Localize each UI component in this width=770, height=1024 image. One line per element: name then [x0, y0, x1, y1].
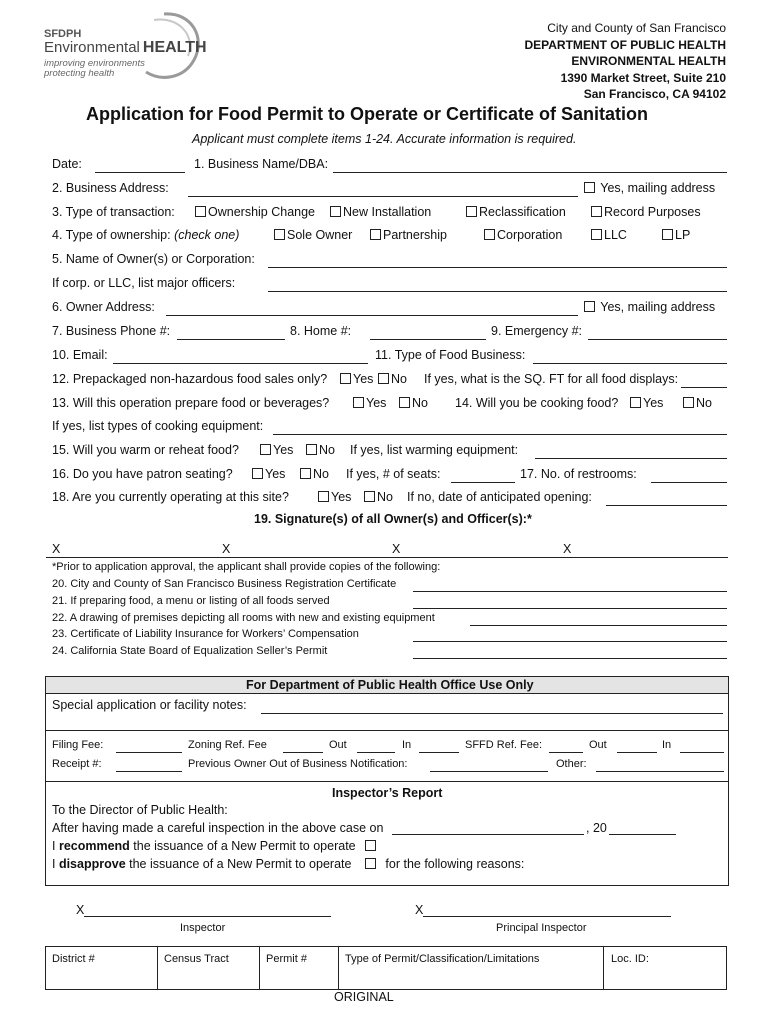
checkbox[interactable] — [300, 468, 311, 479]
signature-2[interactable]: X — [222, 542, 231, 556]
receipt-field[interactable] — [116, 771, 182, 772]
checkbox[interactable] — [484, 229, 495, 240]
opt-record-purposes[interactable]: Record Purposes — [591, 205, 701, 220]
ownership-type-label: 4. Type of ownership: (check one) — [52, 228, 240, 242]
sffd-out-label: Out — [589, 739, 607, 751]
business-address-label: 2. Business Address: — [52, 181, 169, 195]
req-20: 20. City and County of San Francisco Business Registration Certificate — [52, 578, 397, 590]
checkbox[interactable] — [318, 491, 329, 502]
logo-tagline-2: protecting health — [44, 68, 115, 79]
warming-label: If yes, list warming equipment: — [350, 443, 519, 457]
officers-field[interactable] — [268, 291, 727, 292]
header-dept: DEPARTMENT OF PUBLIC HEALTH — [524, 37, 726, 52]
business-name-label: 1. Business Name/DBA: — [194, 157, 329, 171]
zoning-in-label: In — [402, 739, 412, 751]
principal-signature-field[interactable] — [423, 916, 671, 917]
owner-name-field[interactable] — [268, 267, 727, 268]
owner-address-field[interactable] — [166, 315, 578, 316]
home-phone-label: 8. Home #: — [290, 324, 352, 338]
logo-sfdph: SFDPH — [44, 28, 82, 40]
sqft-field[interactable] — [681, 387, 727, 388]
prepare-food-label: 13. Will this operation prepare food or beverages? — [52, 396, 330, 410]
checkbox[interactable] — [584, 182, 595, 193]
business-phone-label: 7. Business Phone #: — [52, 324, 171, 338]
prepackaged-label: 12. Prepackaged non-hazardous food sales only? — [52, 372, 328, 386]
opt-partnership[interactable]: Partnership — [370, 228, 447, 243]
restrooms-label: 17. No. of restrooms: — [520, 467, 637, 481]
home-phone-field[interactable] — [370, 339, 486, 340]
signature-1[interactable]: X — [52, 542, 61, 556]
inspection-date-field[interactable] — [392, 834, 584, 835]
sffd-label: SFFD Ref. Fee: — [465, 739, 543, 751]
checkbox[interactable] — [330, 206, 341, 217]
checkbox[interactable] — [378, 373, 389, 384]
cooking-equipment-label: If yes, list types of cooking equipment: — [52, 419, 264, 433]
cooking-yes[interactable]: Yes — [630, 396, 663, 411]
yes-mailing-1[interactable]: Yes, mailing address — [584, 181, 715, 196]
opt-llc[interactable]: LLC — [591, 228, 627, 243]
seats-label: If yes, # of seats: — [346, 467, 441, 481]
filing-fee-label: Filing Fee: — [52, 739, 104, 751]
header-city: City and County of San Francisco — [547, 21, 726, 35]
req-21: 21. If preparing food, a menu or listing of all foods served — [52, 595, 330, 607]
disapprove-checkbox[interactable] — [365, 858, 376, 869]
receipt-label: Receipt #: — [52, 758, 102, 770]
office-divider-2 — [46, 781, 728, 782]
page-subtitle: Applicant must complete items 1-24. Accurate information is required. — [192, 132, 577, 146]
checkbox[interactable] — [252, 468, 263, 479]
table-divider — [157, 946, 158, 989]
sffd-field[interactable] — [549, 752, 583, 753]
date-label: Date: — [52, 157, 82, 171]
checkbox[interactable] — [195, 206, 206, 217]
header-div: ENVIRONMENTAL HEALTH — [571, 54, 726, 68]
emergency-label: 9. Emergency #: — [491, 324, 583, 338]
opt-ownership-change[interactable]: Ownership Change — [195, 205, 315, 220]
emergency-field[interactable] — [588, 339, 727, 340]
req-22-field[interactable] — [470, 625, 727, 626]
prepare-no[interactable]: No — [399, 396, 428, 411]
logo-tagline-1: improving environments — [44, 58, 145, 69]
reheat-yes[interactable]: Yes — [260, 443, 293, 458]
zoning-field[interactable] — [283, 752, 323, 753]
checkbox[interactable] — [364, 491, 375, 502]
cooking-label: 14. Will you be cooking food? — [455, 396, 619, 410]
table-divider — [259, 946, 260, 989]
year-field[interactable] — [609, 834, 676, 835]
checkbox[interactable] — [340, 373, 351, 384]
disapprove-line: I disapprove the issuance of a New Permit to operate for the following reasons: — [52, 857, 525, 871]
header-addr2: San Francisco, CA 94102 — [583, 87, 726, 101]
footer-original: ORIGINAL — [334, 990, 394, 1004]
reheat-label: 15. Will you warm or reheat food? — [52, 443, 239, 457]
signature-3[interactable]: X — [392, 542, 401, 556]
yes-mailing-2[interactable]: Yes, mailing address — [584, 300, 715, 315]
prior-note: *Prior to application approval, the applicant shall provide copies of the following: — [52, 561, 441, 573]
checkbox[interactable] — [662, 229, 673, 240]
sffd-in-field[interactable] — [680, 752, 724, 753]
opt-lp[interactable]: LP — [662, 228, 690, 243]
header-addr1: 1390 Market Street, Suite 210 — [560, 70, 726, 85]
prepackaged-no[interactable]: No — [378, 372, 407, 387]
year-label: , 20 — [586, 821, 607, 835]
permit-cell[interactable]: Permit # — [266, 953, 307, 965]
checkbox[interactable] — [683, 397, 694, 408]
business-address-field[interactable] — [188, 196, 578, 197]
inspection-date-label: After having made a careful inspection in the above case on — [52, 821, 384, 835]
recommend-line: I recommend the issuance of a New Permit to operate — [52, 839, 378, 854]
seating-yes[interactable]: Yes — [252, 467, 285, 482]
seating-no[interactable]: No — [300, 467, 329, 482]
checkbox[interactable] — [466, 206, 477, 217]
req-24-field[interactable] — [413, 658, 727, 659]
signature-4[interactable]: X — [563, 542, 572, 556]
principal-label: Principal Inspector — [496, 922, 587, 934]
zoning-out-field[interactable] — [357, 752, 395, 753]
table-divider — [603, 946, 604, 989]
opening-date-field[interactable] — [606, 505, 727, 506]
inspector-signature-field[interactable] — [84, 916, 331, 917]
checkbox[interactable] — [591, 229, 602, 240]
prev-owner-label: Previous Owner Out of Business Notification: — [188, 758, 408, 770]
opt-reclassification[interactable]: Reclassification — [466, 205, 566, 220]
opening-date-label: If no, date of anticipated opening: — [407, 490, 592, 504]
checkbox[interactable] — [399, 397, 410, 408]
food-business-field[interactable] — [533, 363, 727, 364]
district-cell[interactable]: District # — [52, 953, 95, 965]
req-23: 23. Certificate of Liability Insurance for Workers’ Compensation — [52, 628, 359, 640]
checkbox[interactable] — [630, 397, 641, 408]
zoning-in-field[interactable] — [419, 752, 459, 753]
owner-address-label: 6. Owner Address: — [52, 300, 155, 314]
logo — [44, 10, 207, 80]
agency-header — [524, 20, 726, 103]
prepare-yes[interactable]: Yes — [353, 396, 386, 411]
inspector-x: X — [76, 903, 85, 917]
checkbox[interactable] — [591, 206, 602, 217]
req-23-field[interactable] — [413, 641, 727, 642]
office-title: For Department of Public Health Office Use Only — [246, 678, 534, 692]
notes-field[interactable] — [261, 713, 723, 714]
checkbox[interactable] — [370, 229, 381, 240]
email-label: 10. Email: — [52, 348, 108, 362]
other-label: Other: — [556, 758, 587, 770]
recommend-checkbox[interactable] — [365, 840, 376, 851]
prev-owner-field[interactable] — [430, 771, 548, 772]
reheat-no[interactable]: No — [306, 443, 335, 458]
business-phone-field[interactable] — [177, 339, 285, 340]
email-field[interactable] — [113, 363, 368, 364]
page-title: Application for Food Permit to Operate or Certificate of Sanitation — [86, 104, 649, 124]
notes-label: Special application or facility notes: — [52, 698, 247, 712]
req-21-field[interactable] — [413, 608, 727, 609]
transaction-label: 3. Type of transaction: — [52, 205, 175, 219]
other-field[interactable] — [596, 771, 724, 772]
req-20-field[interactable] — [413, 591, 727, 592]
logo-environmental: Environmental HEALTH — [44, 39, 207, 56]
zoning-out-label: Out — [329, 739, 347, 751]
officers-label: If corp. or LLC, list major officers: — [52, 276, 236, 290]
office-divider-1 — [46, 730, 728, 731]
sqft-label: If yes, what is the SQ. FT for all food displays: — [424, 372, 679, 386]
type-permit-cell[interactable]: Type of Permit/Classification/Limitations — [345, 953, 540, 965]
inspector-label: Inspector — [180, 922, 226, 934]
checkbox[interactable] — [260, 444, 271, 455]
warming-field[interactable] — [535, 458, 727, 459]
sffd-out-field[interactable] — [617, 752, 657, 753]
inspector-report-title: Inspector’s Report — [332, 786, 443, 800]
cooking-equipment-field[interactable] — [273, 434, 727, 435]
zoning-label: Zoning Ref. Fee — [188, 739, 267, 751]
seats-field[interactable] — [451, 482, 515, 483]
signature-line — [46, 557, 728, 558]
principal-x: X — [415, 903, 424, 917]
opt-sole-owner[interactable]: Sole Owner — [274, 228, 352, 243]
filing-fee-field[interactable] — [116, 752, 182, 753]
operating-no[interactable]: No — [364, 490, 393, 505]
food-business-label: 11. Type of Food Business: — [375, 348, 526, 362]
opt-corporation[interactable]: Corporation — [484, 228, 562, 243]
owner-name-label: 5. Name of Owner(s) or Corporation: — [52, 252, 255, 266]
to-director: To the Director of Public Health: — [52, 803, 228, 817]
operating-label: 18. Are you currently operating at this site? — [52, 490, 289, 504]
signatures-heading: 19. Signature(s) of all Owner(s) and Officer(s):* — [254, 512, 532, 526]
operating-yes[interactable]: Yes — [318, 490, 351, 505]
checkbox[interactable] — [353, 397, 364, 408]
census-cell[interactable]: Census Tract — [164, 953, 229, 965]
opt-new-installation[interactable]: New Installation — [330, 205, 431, 220]
sffd-in-label: In — [662, 739, 672, 751]
checkbox[interactable] — [274, 229, 285, 240]
date-field[interactable] — [95, 172, 185, 173]
loc-id-cell[interactable]: Loc. ID: — [611, 953, 649, 965]
checkbox[interactable] — [584, 301, 595, 312]
seating-label: 16. Do you have patron seating? — [52, 467, 233, 481]
restrooms-field[interactable] — [651, 482, 727, 483]
cooking-no[interactable]: No — [683, 396, 712, 411]
business-name-field[interactable] — [333, 172, 727, 173]
table-divider — [338, 946, 339, 989]
prepackaged-yes[interactable]: Yes — [340, 372, 373, 387]
req-24: 24. California State Board of Equalization Seller’s Permit — [52, 645, 328, 657]
checkbox[interactable] — [306, 444, 317, 455]
req-22: 22. A drawing of premises depicting all rooms with new and existing equipment — [52, 612, 435, 624]
